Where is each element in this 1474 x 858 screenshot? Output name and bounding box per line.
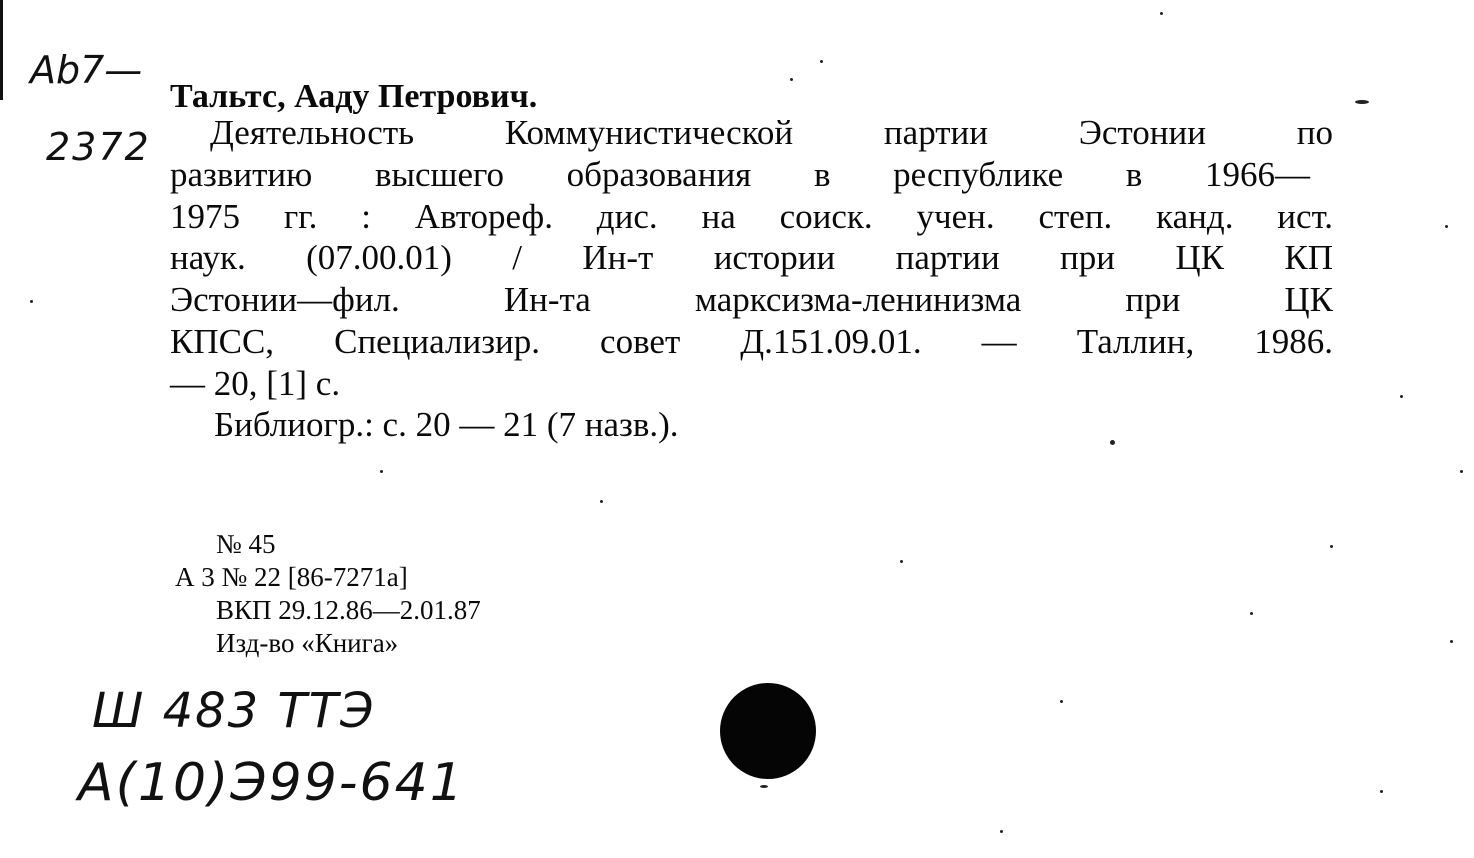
scan-speck bbox=[1000, 830, 1003, 833]
entry-line: Эстонии—фил. Ин-та марксизма-ленинизма при ЦК bbox=[170, 280, 1333, 319]
handwritten-shelf-mark-top: Ab7— bbox=[30, 48, 143, 92]
scan-speck bbox=[900, 560, 903, 563]
scan-speck bbox=[1460, 470, 1463, 473]
scan-speck bbox=[30, 300, 33, 303]
bibliography-note: Библиогр.: с. 20 — 21 (7 назв.). bbox=[214, 405, 679, 444]
scan-speck bbox=[1160, 12, 1163, 15]
handwritten-shelf-mark-bottom: 2372 bbox=[46, 125, 151, 169]
handwritten-code-line2: А(10)Э99-641 bbox=[78, 753, 465, 813]
scan-speck bbox=[1450, 640, 1453, 643]
entry-author: Тальтс, Ааду Петрович. bbox=[170, 78, 538, 115]
scan-speck bbox=[1355, 100, 1369, 104]
card-number: № 45 bbox=[216, 529, 276, 559]
entry-line: Деятельность Коммунистической партии Эстонии по bbox=[210, 113, 1333, 152]
card-edge-mark bbox=[0, 0, 3, 100]
entry-line: КПСС, Специализир. совет Д.151.09.01. — Таллин, 1986. bbox=[170, 322, 1333, 361]
scan-speck bbox=[1445, 225, 1448, 228]
entry-line: наук. (07.00.01) / Ин-т истории партии при ЦК КП bbox=[170, 238, 1333, 277]
scan-speck bbox=[1330, 545, 1333, 548]
punch-hole bbox=[720, 683, 816, 779]
scan-speck bbox=[380, 470, 383, 473]
scan-speck bbox=[1060, 700, 1063, 703]
entry-line: развитию высшего образования в республике в 1966— bbox=[170, 155, 1310, 194]
scan-speck bbox=[820, 60, 823, 63]
scan-speck bbox=[760, 785, 768, 788]
scan-speck bbox=[1400, 395, 1403, 398]
scan-speck bbox=[600, 500, 603, 503]
handwritten-code-line1: Ш 483 ТТЭ bbox=[92, 683, 376, 739]
entry-line: 1975 гг. : Автореф. дис. на соиск. учен. степ. канд. ист. bbox=[170, 197, 1333, 236]
publisher: Изд-во «Книга» bbox=[216, 628, 399, 658]
scan-speck bbox=[1250, 612, 1253, 615]
card-code: А 3 № 22 [86-7271а] bbox=[175, 562, 408, 592]
vkp-dates: ВКП 29.12.86—2.01.87 bbox=[216, 595, 481, 625]
scan-speck bbox=[790, 78, 793, 81]
scan-speck bbox=[1380, 790, 1383, 793]
scan-speck bbox=[1110, 440, 1115, 445]
entry-line: — 20, [1] с. bbox=[170, 364, 341, 403]
